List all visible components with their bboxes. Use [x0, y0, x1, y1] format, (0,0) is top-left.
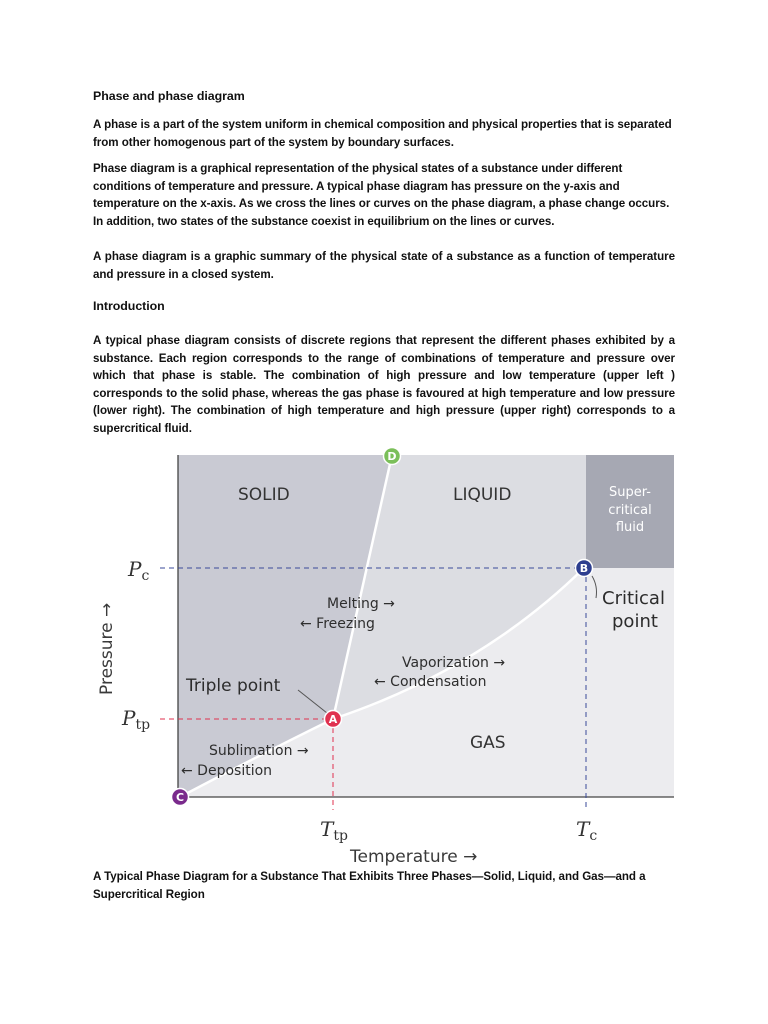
liquid-label: LIQUID [453, 485, 512, 505]
point-c-marker [172, 789, 189, 806]
supercritical-label-line2: critical [608, 503, 652, 518]
document-title: Phase and phase diagram [93, 89, 245, 103]
freezing-label: ← Freezing [300, 616, 375, 632]
condensation-label: ← Condensation [374, 674, 487, 690]
y-axis-title: Pressure → [97, 602, 117, 695]
point-a-label: A [328, 713, 338, 726]
triple-temperature-label: $T_{tp}$ [320, 817, 348, 844]
supercritical-label-line3: fluid [615, 520, 645, 535]
sublimation-label: Sublimation → [209, 743, 309, 759]
x-axis-title: Temperature → [350, 847, 478, 867]
paragraph-phase-diagram: Phase diagram is a graphical representation of the physical states of a substance under different conditions of temperature and pressure. A typical phase diagram has pressure on the y-axis and temperature on the x-axis. As we cross the lines or curves on the phase diagram, a phase change occurs. In addition, two states of the substance coexist in equilibrium on the lines or curves. [93, 162, 670, 228]
critical-point-label-line2: point [612, 611, 658, 632]
solid-label: SOLID [238, 485, 290, 505]
point-b-label: B [579, 562, 589, 575]
gas-label: GAS [470, 733, 506, 753]
critical-temperature-label: $T_c$ [576, 817, 598, 844]
point-c-label: C [175, 791, 185, 804]
figure-caption: A Typical Phase Diagram for a Substance That Exhibits Three Phases—Solid, Liquid, and Gas—and a Supercritical Region [93, 870, 646, 901]
point-d-marker [384, 448, 401, 465]
critical-point-label-line1: Critical [602, 588, 665, 609]
point-a-marker [325, 711, 342, 728]
paragraph-introduction: A typical phase diagram consists of discrete regions that represent the different phases exhibited by a substance. Each region corresponds to the range of combinations of temperature and pressure over which that phase is stable. The combination of high pressure and low temperature (upper left ) corresponds to the solid phase, whereas the gas phase is favoured at high temperature and low pressure (lower right). The combination of high temperature and high pressure (upper right) corresponds to a supercritical fluid. [93, 334, 675, 435]
critical-pressure-label: $P_c$ [128, 557, 150, 584]
point-d-label: D [387, 450, 397, 463]
phase-diagram-figure [80, 440, 680, 870]
paragraph-phase-summary: A phase diagram is a graphic summary of the physical state of a substance as a function of temperature and pressure in a closed system. [93, 250, 675, 281]
point-b-marker [576, 560, 593, 577]
deposition-label: ← Deposition [181, 763, 273, 779]
supercritical-label-line1: Super- [609, 485, 651, 500]
triple-pressure-label: $P_{tp}$ [122, 706, 151, 733]
triple-point-label: Triple point [186, 676, 281, 696]
melting-label: Melting → [327, 596, 395, 612]
introduction-heading: Introduction [93, 299, 165, 313]
vaporization-label: Vaporization → [402, 655, 506, 671]
paragraph-phase-definition: A phase is a part of the system uniform in chemical composition and physical properties that is separated from other homogenous part of the system by boundary surfaces. [93, 118, 672, 149]
